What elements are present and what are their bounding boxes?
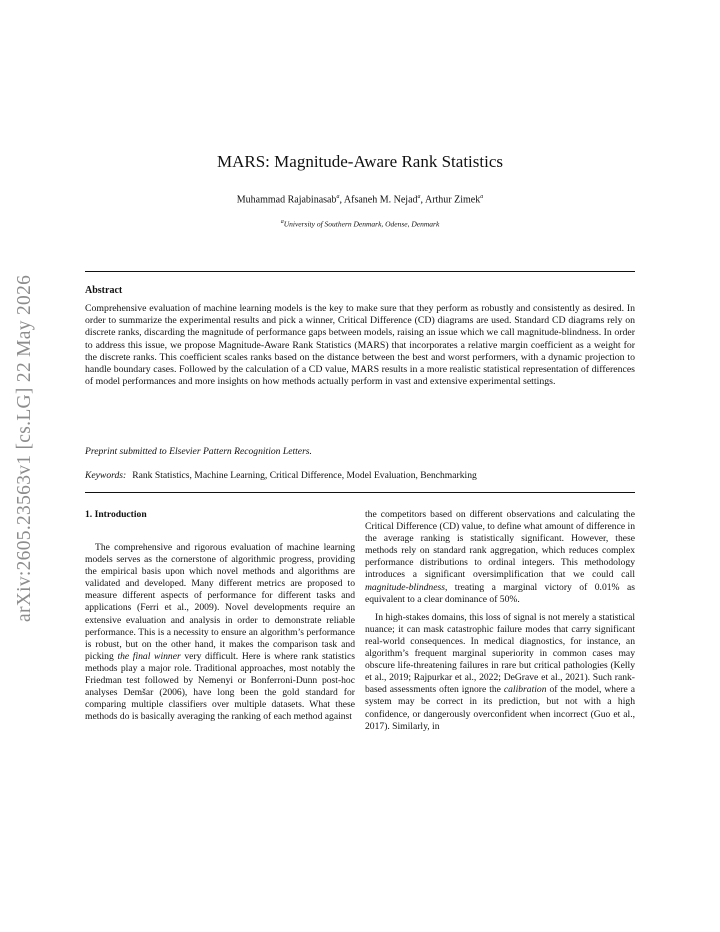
arxiv-identifier: arXiv:2605.23563v1 [cs.LG] 22 May 2026: [14, 274, 35, 622]
keywords-text: Rank Statistics, Machine Learning, Critical Difference, Model Evaluation, Benchmarking: [132, 470, 477, 481]
paragraph-text: , treating a marginal victory of 0.01% as equivalent to a clear dominance of 50%.: [365, 581, 635, 605]
affiliation: [85, 219, 635, 229]
emphasis-text: magnitude-blindness: [365, 581, 445, 593]
divider-bottom: [85, 492, 635, 493]
paragraph: [365, 612, 635, 733]
author-name: Muhammad Rajabinasab: [236, 194, 337, 206]
affiliation-mark: a: [480, 194, 484, 200]
author-list: Muhammad Rajabinasab$^a$, Afsaneh M. Nejad$^a$, Arthur Zimek$^a$: [236, 194, 484, 206]
paragraph: [85, 542, 355, 723]
author-name: Arthur Zimek: [424, 194, 481, 206]
emphasis-text: calibration: [503, 684, 547, 696]
paper-title: MARS: Magnitude-Aware Rank Statistics: [217, 152, 503, 171]
emphasis-text: the final winner: [117, 650, 181, 662]
keywords: [85, 470, 477, 481]
column-right: [365, 509, 635, 733]
paragraph-text: of the model, where a system may be correct in its prediction, but not with a high confidence, or dangerously overconfident when incorrect (Guo et al., 2017). Similarly, in: [365, 684, 635, 732]
affiliation-mark: a: [280, 219, 284, 225]
author-name: Afsaneh M. Nejad: [343, 194, 418, 206]
divider-top: [85, 271, 635, 272]
paragraph-text: the competitors based on different observations and calculating the Critical Difference (CD) value, to define what amount of difference in the average ranking is statistically significant. However, these methods rely on standard rank aggregation, which reduces complex performance distributions to ordinal integers. This methodology introduces a significant oversimplification that we could call: [365, 509, 635, 581]
paragraph: [365, 509, 635, 606]
keywords-label: Keywords:: [85, 470, 127, 481]
paragraph-text: In high-stakes domains, this loss of signal is not merely a statistical nuance; it can mask catastrophic failure modes that carry significant real-world consequences. In medical diagnostics, for instance, an algorithm’s frequent marginal superiority in common cases may obscure life-threatening failures in rare but critical pathologies (Kelly et al., 2019; Rajpurkar et al., 2022; DeGrave et al., 2021). Such rank-based assessments often ignore the: [365, 611, 635, 696]
abstract-heading: Abstract: [85, 285, 123, 296]
paragraph-text: The comprehensive and rigorous evaluation of machine learning models serves as the cornerstone of algorithmic progress, providing the empirical basis upon which novel methods and algorithms are validated and developed. Many different metrics are proposed to measure different aspects of performance for different tasks and applications (Ferri et al., 2009). Novel developments require an extensive evaluation and analysis in order to demonstrate reliable performance. This is a necessity to ensure an algorithm’s performance is robust, but on the other hand, it makes the comparison task and picking: [85, 542, 355, 662]
preprint-note: Preprint submitted to Elsevier Pattern Recognition Letters.: [85, 446, 312, 457]
abstract-text: Comprehensive evaluation of machine learning models is the key to make sure that they perform as robustly and consistently as desired. In order to summarize the experimental results and pick a winner, Critical Difference (CD) diagrams are used. Standard CD diagrams rely on discrete ranks, discarding the magnitude of performance gaps between models, raising an issue which we call magnitude-blindness. In order to address this issue, we propose Magnitude-Aware Rank Statistics (MARS) that incorporates a relative margin coefficient as a weight for the discrete ranks. This coefficient scales ranks based on the distance between the best and worst performers, with a dynamic projection to handle boundary cases. Followed by the calculation of a CD value, MARS results in a more realistic statistical representation of differences of model performances and more insights on how methods actually perform in vast and extensive experimental settings.: [85, 303, 635, 388]
paragraph-text: very difficult. Here is where rank statistics methods play a major role. Traditional approaches, most notably the Friedman test followed by Nemenyi or Bonferroni-Dunn post-hoc analyses Demšar (2006), have long been the gold standard for comparing multiple classifiers over multiple datasets. What these methods do is basically averaging the ranking of each method against: [85, 650, 355, 723]
section-heading: 1. Introduction: [85, 509, 147, 520]
column-left: [85, 542, 355, 723]
affiliation-text: University of Southern Denmark, Odense, Denmark: [283, 219, 440, 229]
affiliation-mark: a: [336, 194, 340, 200]
affiliation-mark: a: [417, 194, 421, 200]
